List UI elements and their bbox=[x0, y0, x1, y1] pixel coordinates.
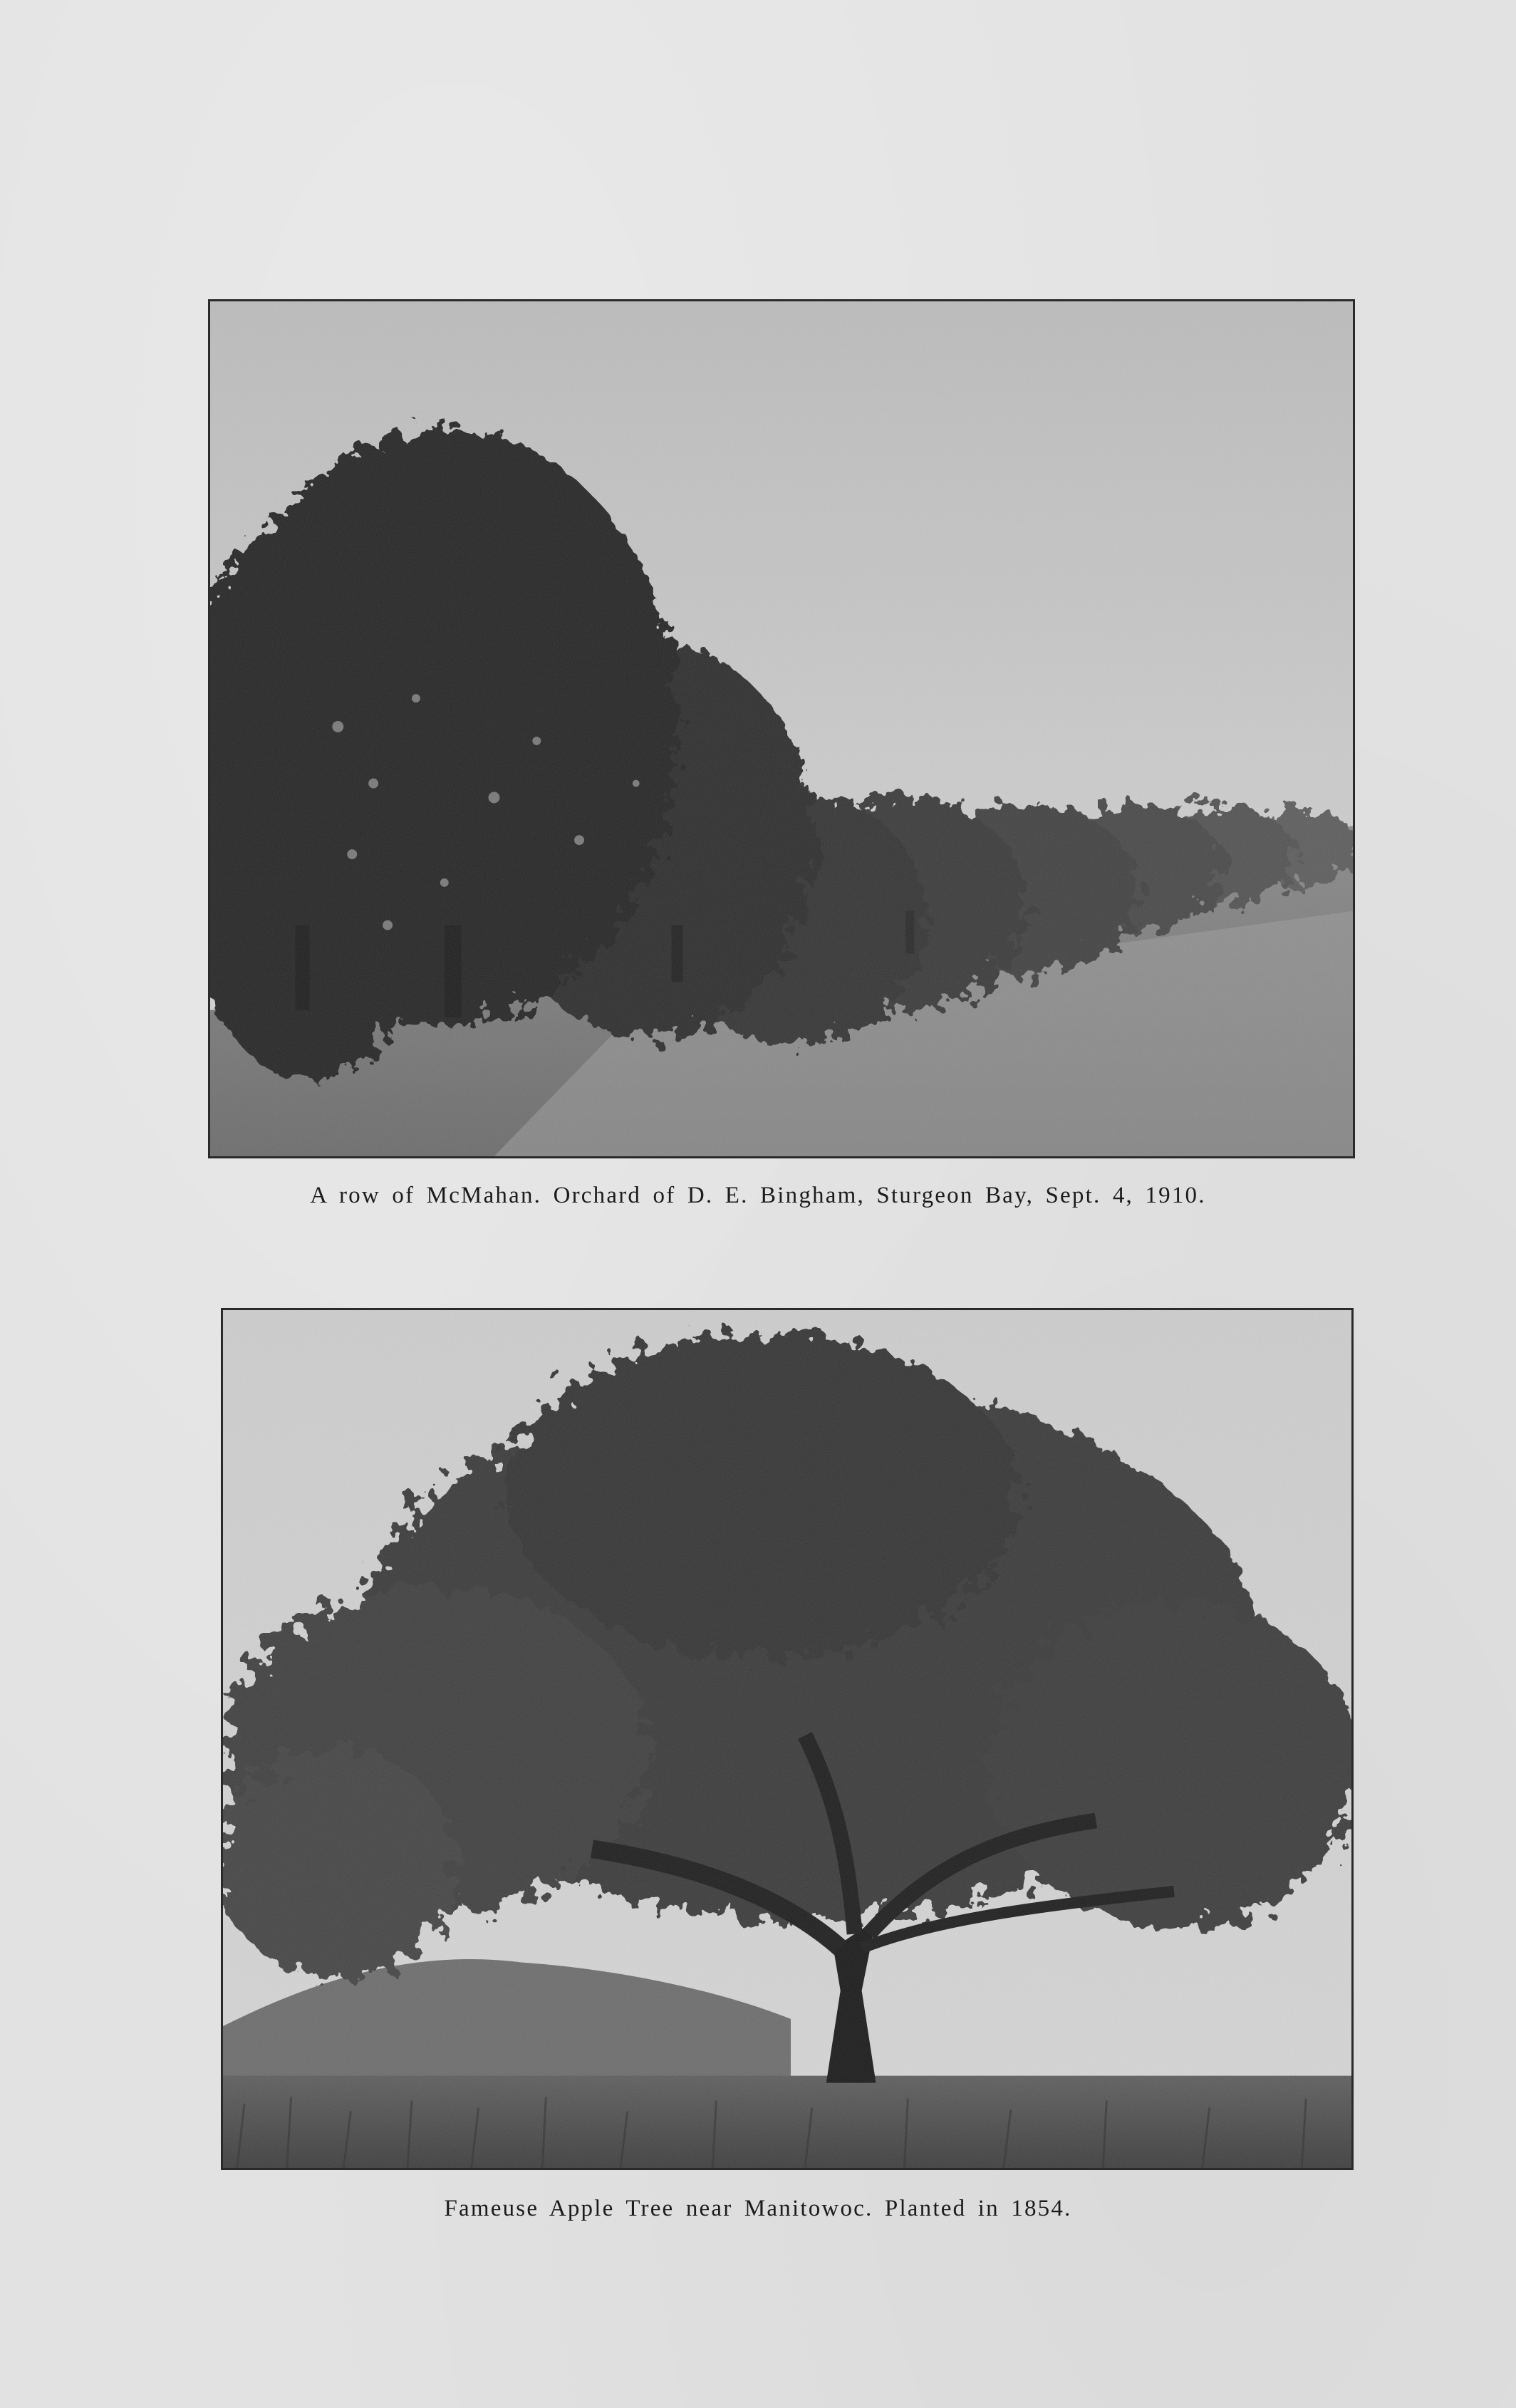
orchard-row-photo bbox=[208, 299, 1355, 1158]
orchard-row-caption: A row of McMahan. Orchard of D. E. Bingham, Sturgeon Bay, Sept. 4, 1910. bbox=[310, 1183, 1206, 1208]
fameuse-tree-photo bbox=[221, 1308, 1354, 2170]
orchard-row-image bbox=[210, 301, 1353, 1156]
fameuse-tree-caption: Fameuse Apple Tree near Manitowoc. Planted in 1854. bbox=[444, 2196, 1072, 2221]
fameuse-tree-image bbox=[223, 1310, 1351, 2168]
